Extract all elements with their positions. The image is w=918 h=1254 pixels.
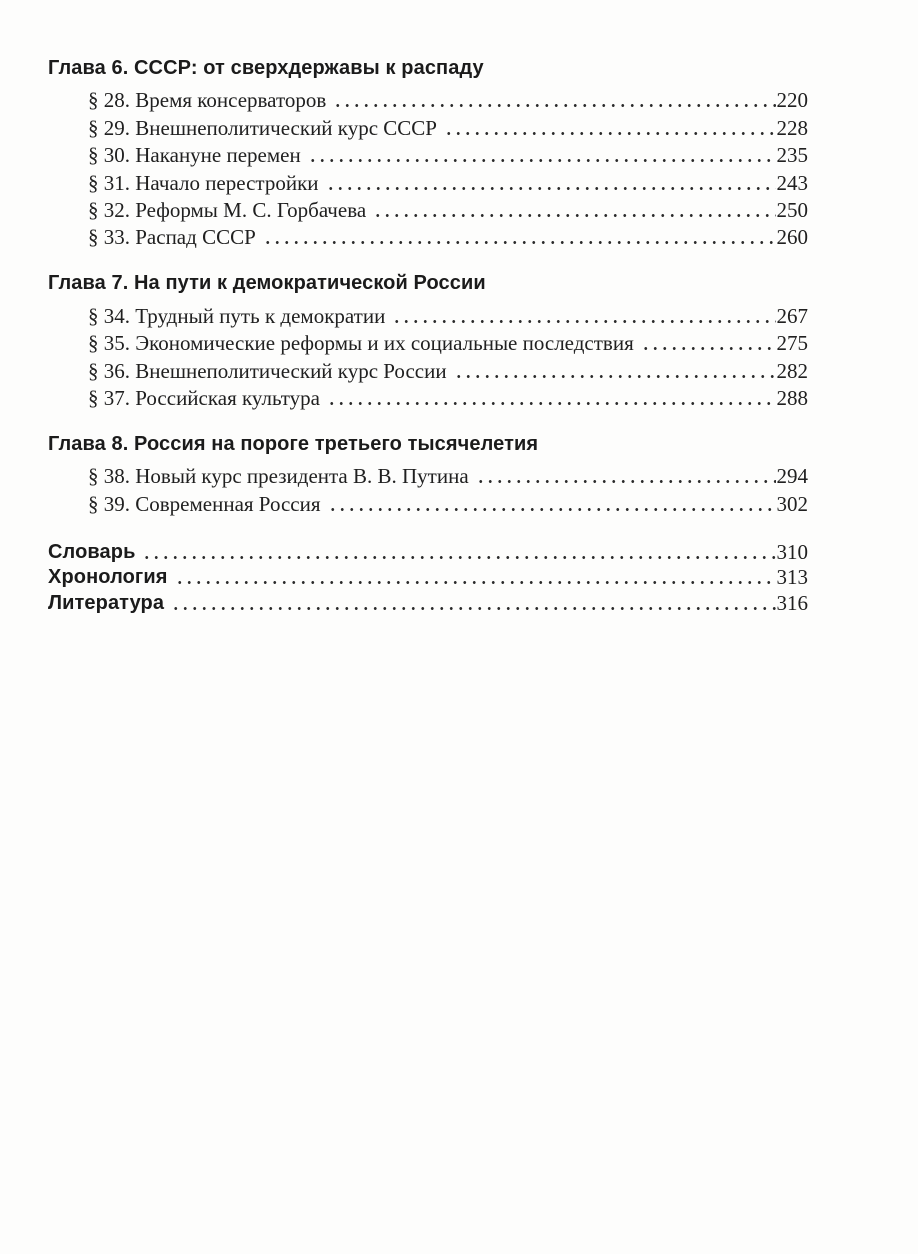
- toc-entry: [88, 168, 808, 195]
- entry-page-number: 267: [776, 303, 808, 328]
- toc-entry: [88, 489, 808, 516]
- entry-label: Литература: [48, 591, 165, 614]
- toc-entry-literature: [48, 590, 808, 615]
- dot-leader: [454, 374, 776, 379]
- dot-leader: [175, 580, 776, 585]
- entry-page-number: 282: [776, 358, 808, 383]
- entry-label: § 30. Накануне перемен: [88, 143, 301, 168]
- entry-label: § 31. Начало перестройки: [88, 170, 319, 195]
- toc-entry: [88, 141, 808, 168]
- toc-entry: [88, 356, 808, 383]
- entry-page-number: 316: [776, 590, 808, 615]
- dot-leader: [333, 103, 775, 108]
- dot-leader: [142, 555, 775, 560]
- dot-leader: [308, 158, 776, 163]
- entry-label: § 28. Время консерваторов: [88, 88, 327, 113]
- dot-leader: [392, 319, 775, 324]
- chapter-entries: [48, 462, 808, 517]
- toc-entry: [88, 329, 808, 356]
- chapter-entries: [48, 86, 808, 250]
- dot-leader: [373, 213, 775, 218]
- table-of-contents: [48, 56, 808, 616]
- entry-page-number: 260: [776, 225, 808, 250]
- entry-page-number: 313: [776, 565, 808, 590]
- dot-leader: [328, 507, 776, 512]
- entry-label: § 29. Внешнеполитический курс СССР: [88, 115, 437, 140]
- entry-label: § 33. Распад СССР: [88, 225, 256, 250]
- dot-leader: [444, 131, 776, 136]
- entry-label: § 34. Трудный путь к демократии: [88, 303, 386, 328]
- toc-entry: [88, 384, 808, 411]
- entry-label: § 39. Современная Россия: [88, 491, 321, 516]
- entry-label: § 35. Экономические реформы и их социальные последствия: [88, 331, 634, 356]
- chapter-title: Глава 7. На пути к демократической России: [48, 272, 486, 295]
- entry-page-number: 235: [776, 143, 808, 168]
- entry-page-number: 228: [776, 115, 808, 140]
- entry-page-number: 288: [776, 385, 808, 410]
- toc-entry-chronology: [48, 565, 808, 590]
- toc-entry: [88, 86, 808, 113]
- toc-entry: [88, 113, 808, 140]
- chapter-block-8: [48, 432, 808, 517]
- entry-label: § 36. Внешнеполитический курс России: [88, 358, 447, 383]
- chapter-block-7: [48, 271, 808, 411]
- entry-page-number: 243: [776, 170, 808, 195]
- toc-entry: [88, 301, 808, 328]
- chapter-entries: [48, 301, 808, 411]
- chapter-title: Глава 8. Россия на пороге третьего тысячелетия: [48, 432, 539, 455]
- entry-label: § 32. Реформы М. С. Горбачева: [88, 197, 367, 222]
- toc-entry: [88, 196, 808, 223]
- dot-leader: [476, 479, 776, 484]
- entry-label: Хронология: [48, 566, 168, 589]
- back-matter-entries: [48, 540, 808, 616]
- entry-label: § 38. Новый курс президента В. В. Путина: [88, 464, 469, 489]
- dot-leader: [327, 401, 776, 406]
- entry-page-number: 250: [776, 197, 808, 222]
- chapter-title: Глава 6. СССР: от сверхдержавы к распаду: [48, 57, 484, 79]
- entry-page-number: 220: [776, 88, 808, 113]
- entry-label: Словарь: [48, 540, 136, 563]
- entry-page-number: 310: [776, 539, 808, 564]
- chapter-block-6: [48, 56, 808, 250]
- entry-page-number: 275: [776, 331, 808, 356]
- entry-page-number: 302: [776, 491, 808, 516]
- dot-leader: [171, 606, 775, 611]
- toc-entry: [88, 462, 808, 489]
- toc-entry-dictionary: [48, 540, 808, 565]
- dot-leader: [326, 186, 776, 191]
- toc-entry: [88, 223, 808, 250]
- entry-label: § 37. Российская культура: [88, 385, 320, 410]
- entry-page-number: 294: [776, 464, 808, 489]
- dot-leader: [263, 240, 776, 245]
- dot-leader: [641, 346, 776, 351]
